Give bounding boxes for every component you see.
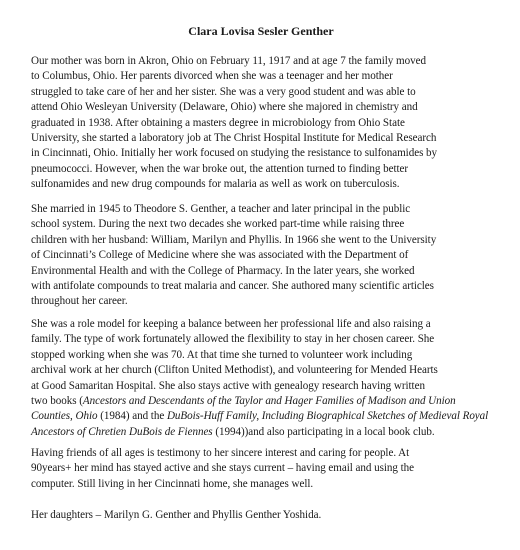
book-title: Counties, Ohio xyxy=(31,410,98,423)
text-line: school system. During the next two decades she worked part-time while raising three xyxy=(31,218,405,231)
paragraph-daughters xyxy=(31,508,501,523)
book-title: Ancestors and Descendants of the Taylor and Hager Families of Madison and Union xyxy=(82,395,456,408)
text-line: to Columbus, Ohio. Her parents divorced when she was a teenager and her mother xyxy=(31,70,393,83)
book-title: Ancestors of Chretien DuBois de Fiennes xyxy=(31,425,213,438)
text-line: Our mother was born in Akron, Ohio on February 11, 1917 and at age 7 the family moved xyxy=(31,55,426,67)
text-line: She was a role model for keeping a balance between her professional life and also raising a xyxy=(31,318,431,330)
text-line: stopped working when she was 70. At that time she turned to volunteer work including xyxy=(31,348,413,361)
text-line: in Cincinnati, Ohio. Initially her work focused on studying the resistance to sulfonamides by xyxy=(31,147,438,160)
text-line xyxy=(31,394,501,409)
line-suffix: (1994))and also participating in a local book club. xyxy=(212,425,435,438)
text-line: She married in 1945 to Theodore S. Genther, a teacher and later principal in the public xyxy=(31,203,411,215)
paragraph-early-life xyxy=(31,54,501,193)
text-line: computer. Still living in her Cincinnati home, she manages well. xyxy=(31,477,314,490)
text-line: Having friends of all ages is testimony to her sincere interest and caring for people. At xyxy=(31,447,410,459)
text-line: family. The type of work fortunately allowed the flexibility to stay in her chosen career. She xyxy=(31,333,435,346)
text-line: throughout her career. xyxy=(31,295,128,308)
text-line xyxy=(31,425,501,440)
text-line: Environmental Health and with the College of Pharmacy. In the later years, she worked xyxy=(31,264,415,277)
text-line: attend Ohio Wesleyan University (Delaware, Ohio) where she majored in chemistry and xyxy=(31,101,418,114)
text-line: 90years+ her mind has stayed active and she stays current – having email and using the xyxy=(31,462,415,475)
document-title: Clara Lovisa Sesler Genther xyxy=(188,24,334,38)
text-line: with antifolate compounds to treat malaria and cancer. She authored many scientific articles xyxy=(31,280,434,293)
text-line: University, she started a laboratory job at The Christ Hospital Institute for Medical Research xyxy=(31,132,437,145)
paragraph-friends xyxy=(31,446,501,492)
text-line: children with her husband: William, Marilyn and Phyllis. In 1966 she went to the University xyxy=(31,233,437,246)
text-line: of Cincinnati’s College of Medicine where she was associated with the Department of xyxy=(31,249,409,262)
line-prefix: two books ( xyxy=(31,395,83,408)
text-line: at Good Samaritan Hospital. She also stays active with genealogy research having written xyxy=(31,379,425,392)
text-line: archival work at her church (Clifton United Methodist), and volunteering for Mended Hearts xyxy=(31,364,438,377)
text-line: sulfonamides and new drug compounds for malaria as well as work on tuberculosis. xyxy=(31,178,400,191)
text-line: struggled to take care of her and her sister. She was a very good student and was able to xyxy=(31,85,416,98)
book-title: DuBois-Huff Family, Including Biographical Sketches of Medieval Royal xyxy=(166,410,489,423)
paragraph-role-model xyxy=(31,317,501,440)
text-line: Her daughters – Marilyn G. Genther and Phyllis Genther Yoshida. xyxy=(31,509,322,521)
text-line: graduated in 1938. After obtaining a masters degree in microbiology from Ohio State xyxy=(31,116,405,129)
text-line: pneumococci. However, when the war broke out, the attention turned to finding better xyxy=(31,162,409,175)
paragraph-marriage-career xyxy=(31,202,501,310)
book-year: (1984) and the xyxy=(97,410,167,423)
text-line xyxy=(31,409,501,424)
